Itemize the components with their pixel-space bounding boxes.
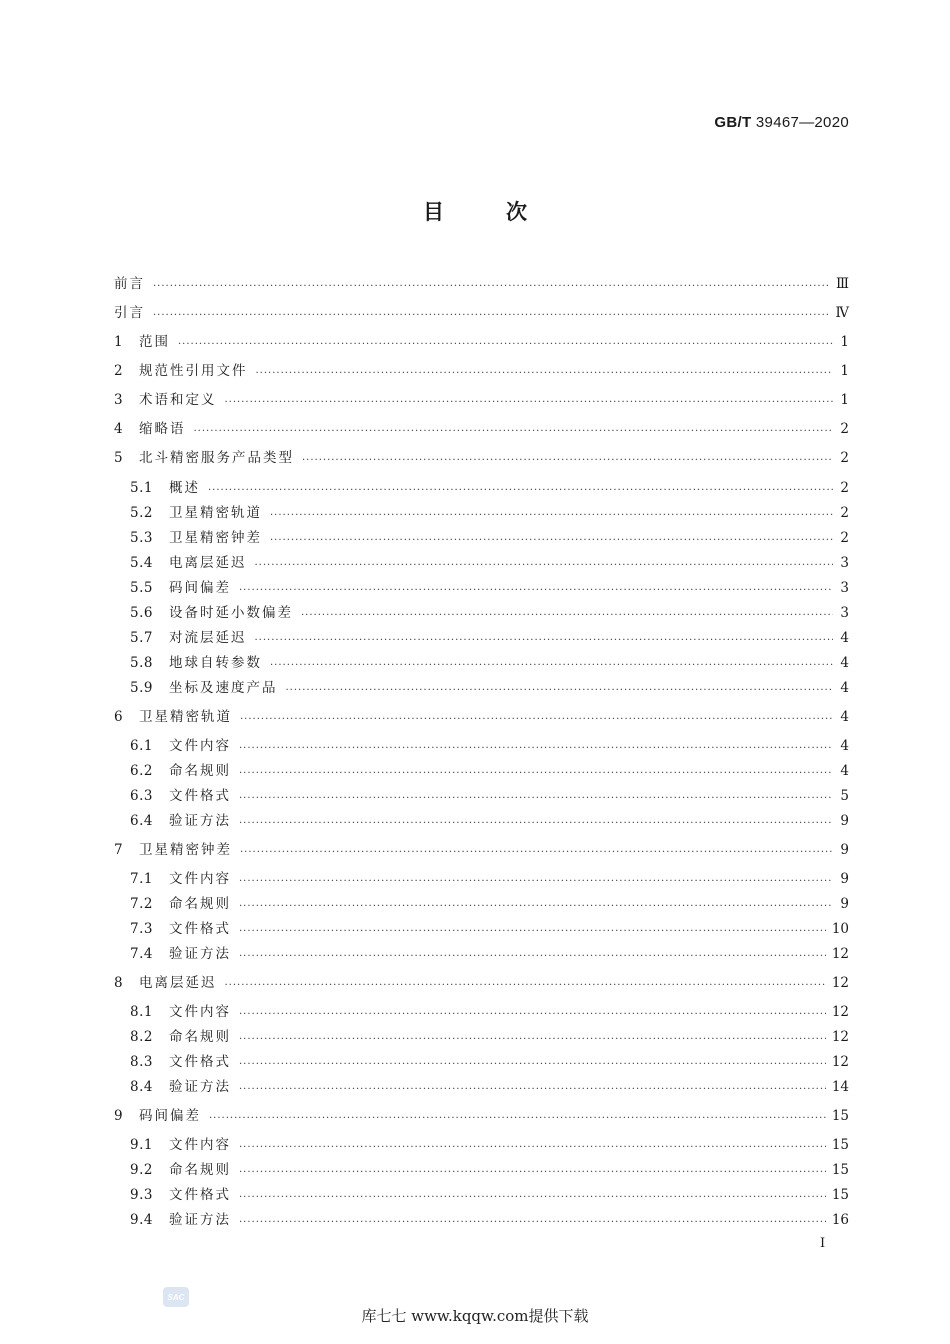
toc-leader-dots <box>239 1159 826 1181</box>
toc-section-entry[interactable] <box>114 273 849 295</box>
toc-entry-title: 北斗精密服务产品类型 <box>139 450 294 466</box>
toc-subsection-entry[interactable] <box>130 1184 849 1206</box>
toc-entry-page: 9 <box>840 842 849 858</box>
toc-entry-number: 5.9 <box>130 680 153 696</box>
toc-leader-dots <box>239 810 833 832</box>
toc-subsection-entry[interactable] <box>130 893 849 915</box>
toc-entry-number: 1 <box>114 334 124 350</box>
toc-entry-number: 8.1 <box>130 1004 153 1020</box>
toc-subsection-entry[interactable] <box>130 652 849 674</box>
toc-entry-page: 4 <box>840 655 849 671</box>
toc-entry-number: 5.6 <box>130 605 153 621</box>
toc-subsection-entry[interactable] <box>130 810 849 832</box>
toc-subsection-entry[interactable] <box>130 785 849 807</box>
toc-entry-page: 16 <box>831 1212 849 1228</box>
toc-entry-page: 4 <box>840 763 849 779</box>
toc-section-entry[interactable] <box>114 839 849 861</box>
toc-entry-title: 文件内容 <box>169 871 231 887</box>
toc-section-entry[interactable] <box>114 360 849 382</box>
toc-subsection-entry[interactable] <box>130 735 849 757</box>
toc-entry-page: 2 <box>840 505 849 521</box>
toc-entry-page: 1 <box>840 334 849 350</box>
toc-entry-title: 验证方法 <box>169 813 231 829</box>
toc-entry-title: 文件格式 <box>169 921 231 937</box>
toc-entry-number: 8.2 <box>130 1029 153 1045</box>
toc-entry-title: 概述 <box>169 480 200 496</box>
toc-entry-number: 9 <box>114 1108 124 1124</box>
toc-subsection-entry[interactable] <box>130 1134 849 1156</box>
toc-leader-dots <box>208 477 833 499</box>
toc-leader-dots <box>178 331 833 353</box>
toc-section-entry[interactable] <box>114 418 849 440</box>
toc-entry-number: 7.1 <box>130 871 153 887</box>
toc-leader-dots <box>239 1076 826 1098</box>
toc-entry-page: 4 <box>840 738 849 754</box>
toc-entry-number: 8.3 <box>130 1054 153 1070</box>
toc-entry-title: 文件格式 <box>169 788 231 804</box>
toc-entry-title: 前言 <box>114 276 145 292</box>
toc-entry-page: 15 <box>831 1137 849 1153</box>
toc-entry-page: 12 <box>831 1054 849 1070</box>
toc-entry-title: 范围 <box>139 334 170 350</box>
toc-leader-dots <box>239 735 833 757</box>
toc-entry-number: 7.2 <box>130 896 153 912</box>
toc-entry-title: 文件内容 <box>169 738 231 754</box>
toc-entry-number: 5.5 <box>130 580 153 596</box>
toc-entry-page: Ⅲ <box>835 276 849 292</box>
toc-entry-number: 5.8 <box>130 655 153 671</box>
toc-leader-dots <box>153 273 830 295</box>
toc-entry-number: 3 <box>114 392 124 408</box>
toc-entry-title: 卫星精密钟差 <box>169 530 262 546</box>
toc-entry-page: 3 <box>840 580 849 596</box>
toc-subsection-entry[interactable] <box>130 602 849 624</box>
toc-leader-dots <box>255 552 834 574</box>
toc-entry-page: 12 <box>831 1004 849 1020</box>
toc-entry-number: 5.2 <box>130 505 153 521</box>
toc-entry-number: 5 <box>114 450 124 466</box>
toc-entry-number: 6.4 <box>130 813 153 829</box>
toc-entry-page: 15 <box>831 1162 849 1178</box>
toc-entry-title: 验证方法 <box>169 1079 231 1095</box>
toc-entry-title: 文件内容 <box>169 1137 231 1153</box>
standard-code-number: 39467—2020 <box>755 114 849 131</box>
toc-entry-number: 6.3 <box>130 788 153 804</box>
toc-leader-dots <box>239 1134 826 1156</box>
toc-subsection-entry[interactable] <box>130 1159 849 1181</box>
toc-entry-number: 6.2 <box>130 763 153 779</box>
toc-entry-number: 5.4 <box>130 555 153 571</box>
toc-leader-dots <box>225 972 826 994</box>
toc-leader-dots <box>270 502 833 524</box>
toc-leader-dots <box>240 706 833 728</box>
toc-leader-dots <box>301 602 833 624</box>
toc-entry-number: 8 <box>114 975 124 991</box>
toc-entry-page: 4 <box>840 630 849 646</box>
toc-entry-number: 5.3 <box>130 530 153 546</box>
toc-entry-title: 引言 <box>114 305 145 321</box>
toc-leader-dots <box>194 418 834 440</box>
toc-entry-title: 命名规则 <box>169 763 231 779</box>
toc-entry-page: Ⅳ <box>835 305 849 321</box>
footer-download-note: 库七七 www.kqqw.com提供下载 <box>361 1307 589 1325</box>
toc-subsection-entry[interactable] <box>130 1209 849 1231</box>
toc-leader-dots <box>256 360 834 382</box>
toc-entry-title: 码间偏差 <box>139 1108 201 1124</box>
toc-subsection-entry[interactable] <box>130 577 849 599</box>
toc-entry-title: 电离层延迟 <box>169 555 247 571</box>
toc-entry-title: 缩略语 <box>139 421 186 437</box>
toc-entry-number: 8.4 <box>130 1079 153 1095</box>
toc-subsection-entry[interactable] <box>130 1001 849 1023</box>
toc-entry-title: 术语和定义 <box>139 392 217 408</box>
toc-leader-dots <box>239 943 826 965</box>
toc-leader-dots <box>239 868 833 890</box>
toc-entry-title: 电离层延迟 <box>139 975 217 991</box>
toc-entry-number: 9.1 <box>130 1137 153 1153</box>
toc-leader-dots <box>239 1001 826 1023</box>
toc-entry-title: 卫星精密轨道 <box>139 709 232 725</box>
toc-leader-dots <box>270 652 833 674</box>
toc-entry-page: 12 <box>831 975 849 991</box>
toc-entry-title: 命名规则 <box>169 896 231 912</box>
page-number: Ⅰ <box>820 1236 826 1251</box>
toc-entry-number: 9.4 <box>130 1212 153 1228</box>
toc-entry-title: 命名规则 <box>169 1029 231 1045</box>
toc-entry-page: 1 <box>840 363 849 379</box>
toc-subsection-entry[interactable] <box>130 1076 849 1098</box>
toc-section-entry[interactable] <box>114 447 849 469</box>
toc-leader-dots <box>225 389 834 411</box>
toc-leader-dots <box>239 577 833 599</box>
toc-subsection-entry[interactable] <box>130 527 849 549</box>
toc-entry-page: 15 <box>831 1108 849 1124</box>
toc-entry-page: 5 <box>840 788 849 804</box>
toc-entry-title: 设备时延小数偏差 <box>169 605 293 621</box>
toc-entry-title: 命名规则 <box>169 1162 231 1178</box>
toc-leader-dots <box>209 1105 826 1127</box>
toc-subsection-entry[interactable] <box>130 677 849 699</box>
toc-subsection-entry[interactable] <box>130 502 849 524</box>
toc-entry-title: 验证方法 <box>169 946 231 962</box>
toc-leader-dots <box>239 1209 826 1231</box>
toc-entry-title: 文件内容 <box>169 1004 231 1020</box>
toc-subsection-entry[interactable] <box>130 627 849 649</box>
toc-entry-page: 14 <box>831 1079 849 1095</box>
toc-subsection-entry[interactable] <box>130 1026 849 1048</box>
toc-entry-page: 9 <box>840 813 849 829</box>
toc-entry-number: 6 <box>114 709 124 725</box>
toc-entry-title: 对流层延迟 <box>169 630 247 646</box>
toc-subsection-entry[interactable] <box>130 552 849 574</box>
sac-logo-icon: SAC <box>163 1287 189 1307</box>
toc-section-entry[interactable] <box>114 1105 849 1127</box>
toc-entry-title: 文件格式 <box>169 1054 231 1070</box>
toc-entry-page: 3 <box>840 555 849 571</box>
toc-entry-title: 地球自转参数 <box>169 655 262 671</box>
toc-subsection-entry[interactable] <box>130 868 849 890</box>
toc-subsection-entry[interactable] <box>130 477 849 499</box>
toc-subsection-entry[interactable] <box>130 943 849 965</box>
toc-leader-dots <box>239 918 826 940</box>
toc-leader-dots <box>239 893 833 915</box>
toc-leader-dots <box>286 677 834 699</box>
toc-entry-number: 4 <box>114 421 124 437</box>
toc-entry-title: 坐标及速度产品 <box>169 680 278 696</box>
toc-entry-page: 12 <box>831 946 849 962</box>
toc-entry-number: 9.3 <box>130 1187 153 1203</box>
toc-entry-page: 9 <box>840 896 849 912</box>
toc-entry-number: 7.4 <box>130 946 153 962</box>
toc-section-entry[interactable] <box>114 706 849 728</box>
toc-entry-number: 7.3 <box>130 921 153 937</box>
toc-entry-number: 9.2 <box>130 1162 153 1178</box>
toc-entry-page: 9 <box>840 871 849 887</box>
toc-entry-number: 2 <box>114 363 124 379</box>
toc-entry-number: 6.1 <box>130 738 153 754</box>
toc-entry-title: 文件格式 <box>169 1187 231 1203</box>
toc-title: 目次 <box>423 200 589 224</box>
toc-entry-number: 5.7 <box>130 630 153 646</box>
toc-leader-dots <box>239 1051 826 1073</box>
toc-entry-page: 15 <box>831 1187 849 1203</box>
toc-section-entry[interactable] <box>114 302 849 324</box>
toc-subsection-entry[interactable] <box>130 918 849 940</box>
toc-entry-page: 4 <box>840 680 849 696</box>
toc-entry-number: 7 <box>114 842 124 858</box>
toc-entry-page: 2 <box>840 450 849 466</box>
toc-leader-dots <box>239 785 833 807</box>
toc-entry-page: 2 <box>840 480 849 496</box>
toc-section-entry[interactable] <box>114 972 849 994</box>
toc-entry-page: 1 <box>840 392 849 408</box>
toc-entry-title: 规范性引用文件 <box>139 363 248 379</box>
toc-entry-title: 卫星精密轨道 <box>169 505 262 521</box>
toc-entry-page: 2 <box>840 421 849 437</box>
toc-entry-number: 5.1 <box>130 480 153 496</box>
toc-entry-page: 3 <box>840 605 849 621</box>
toc-leader-dots <box>153 302 830 324</box>
toc-entry-page: 4 <box>840 709 849 725</box>
toc-entry-page: 2 <box>840 530 849 546</box>
toc-entry-page: 12 <box>831 1029 849 1045</box>
toc-leader-dots <box>240 839 833 861</box>
standard-code-prefix: GB/T <box>714 114 752 131</box>
toc-entry-title: 卫星精密钟差 <box>139 842 232 858</box>
toc-section-entry[interactable] <box>114 389 849 411</box>
toc-leader-dots <box>270 527 833 549</box>
toc-entry-title: 验证方法 <box>169 1212 231 1228</box>
toc-leader-dots <box>302 447 833 469</box>
toc-leader-dots <box>239 760 833 782</box>
toc-subsection-entry[interactable] <box>130 760 849 782</box>
toc-section-entry[interactable] <box>114 331 849 353</box>
toc-subsection-entry[interactable] <box>130 1051 849 1073</box>
toc-entry-title: 码间偏差 <box>169 580 231 596</box>
toc-leader-dots <box>239 1026 826 1048</box>
toc-leader-dots <box>239 1184 826 1206</box>
toc-leader-dots <box>255 627 834 649</box>
toc-entry-page: 10 <box>831 921 849 937</box>
